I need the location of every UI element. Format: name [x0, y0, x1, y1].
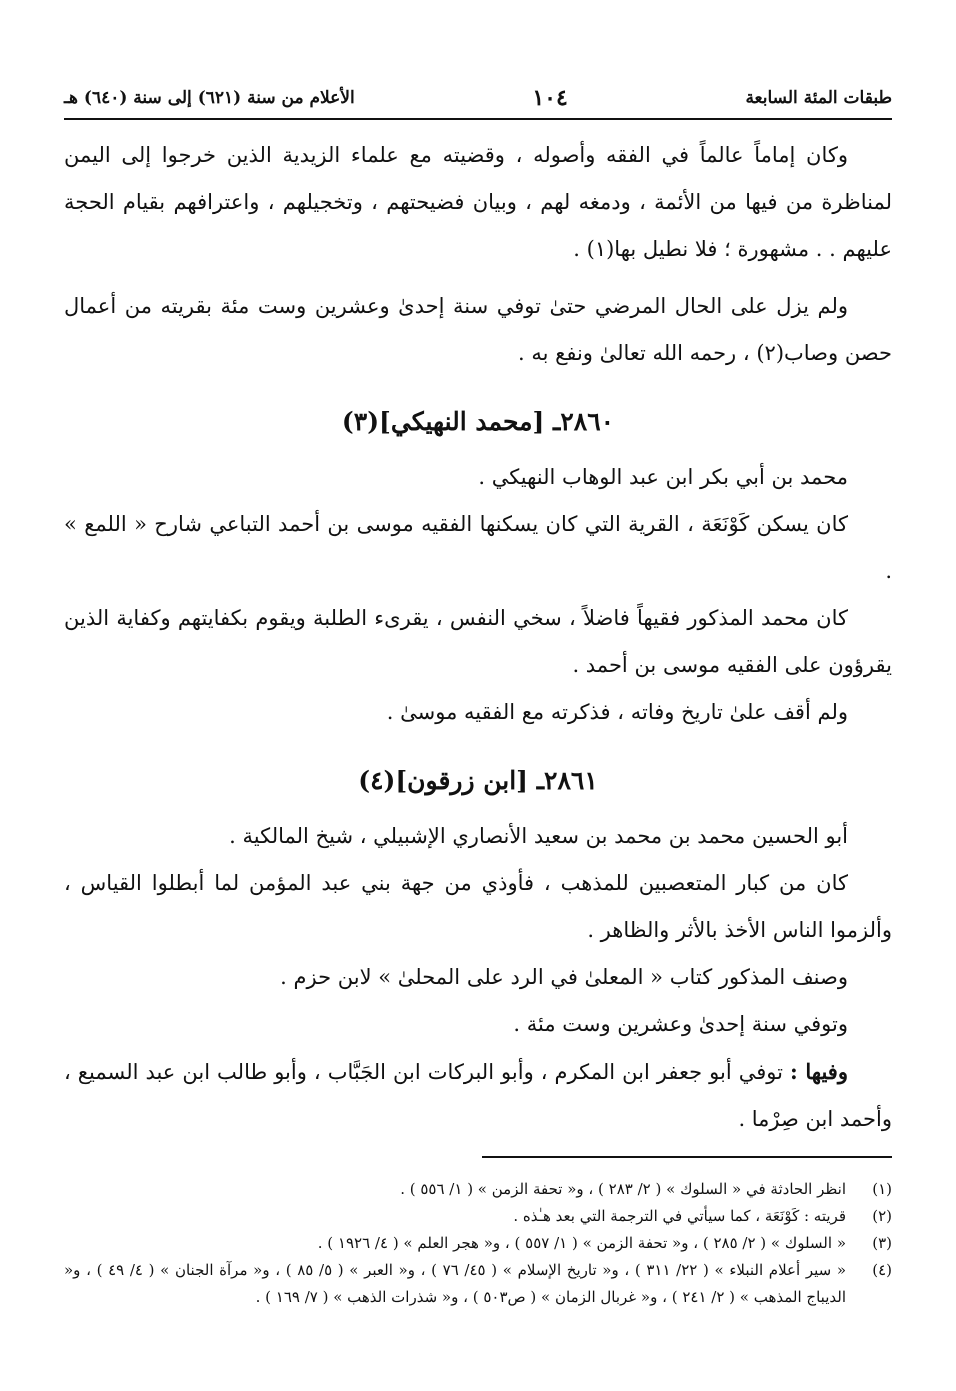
footnote-1	[64, 1176, 892, 1203]
entry-2861-paragraph-2: كان من كبار المتعصبين للمذهب ، فأوذي من جهة بني عبد المؤمن لما أبطلوا القياس ، وألزموا الناس الأخذ بالأثر والظاهر .	[64, 871, 892, 942]
entry-2860-paragraph-4: ولم أقف علىٰ تاريخ وفاته ، فذكرته مع الفقيه موسىٰ .	[386, 700, 848, 724]
entry-2861-heading: ٢٨٦١ـ [ابن زرقون](٤)	[358, 766, 598, 795]
footnotes	[64, 1176, 892, 1311]
main-text	[64, 132, 892, 1143]
entry-2861-paragraph-4: وتوفي سنة إحدىٰ وعشرين وست مئة .	[513, 1012, 848, 1036]
page-number: ١٠٤	[532, 85, 568, 111]
running-header	[64, 78, 892, 118]
header-left-title: الأعلام من سنة (٦٢١) إلى سنة (٦٤٠) هـ	[64, 88, 355, 108]
entry-2861-paragraph-1: أبو الحسين محمد بن محمد بن سعيد الأنصاري الإشبيلي ، شيخ المالكية .	[229, 824, 848, 848]
entry-2860-paragraph-2: كان يسكن كَوْنَعَة ، القرية التي كان يسكنها الفقيه موسى بن أحمد التباعي شارح « اللمع » .	[64, 512, 892, 583]
footnote-number: (٣)	[872, 1234, 892, 1252]
footnote-2	[64, 1203, 892, 1230]
footnote-rule	[482, 1156, 892, 1158]
footnote-number: (٤)	[872, 1261, 892, 1279]
footnote-text: « السلوك » ( ٢/ ٢٨٥ ) ، و« تحفة الزمن » ( ١/ ٥٥٧ ) ، و« هجر العلم » ( ٤/ ١٩٢٦ ) .	[317, 1234, 846, 1252]
footnote-text: « سير أعلام النبلاء » ( ٢٢/ ٣١١ ) ، و« تاريخ الإسلام » ( ٤٥/ ٧٦ ) ، و« العبر » ( ٥/ ٨٥ ) ، و« مرآة الجنان » ( ٤/ ٤٩ ) ، و« الديباج المذهب » ( ٢/ ٢٤١ ) ، و« غربال الزمان » ( ص٥٠٣ ) ، و« شذرات الذهب » ( ٧/ ١٦٩ ) .	[64, 1261, 847, 1306]
footnote-number: (١)	[872, 1180, 892, 1198]
intro-paragraph-2: ولم يزل على الحال المرضي حتىٰ توفي سنة إحدىٰ وعشرين وست مئة بقريته من أعمال حصن وصاب(٢) ، رحمه الله تعالىٰ ونفع به .	[64, 294, 892, 365]
intro-paragraph-1: وكان إماماً عالماً في الفقه وأصوله ، وقضيته مع علماء الزيدية الذين خرجوا إلى اليمن لمناظرة من فيها من الأئمة ، ودمغه لهم ، وبيان فضيحتهم ، وتخجيلهم ، واعترافهم بقيام الحجة عليهم . . مشهورة ؛ فلا نطيل بها(١) .	[64, 143, 892, 261]
footnote-number: (٢)	[872, 1207, 892, 1225]
entry-2861-paragraph-5-text: توفي أبو جعفر ابن المكرم ، وأبو البركات ابن الجَبَّاب ، وأبو طالب ابن عبد السميع ، وأحمد ابن صِرْما .	[64, 1060, 892, 1131]
entry-2860-heading: ٢٨٦٠ـ [محمد النهيكي](٣)	[341, 407, 615, 436]
footnote-3	[64, 1230, 892, 1257]
footnote-4	[64, 1257, 892, 1311]
entry-2860-paragraph-1: محمد بن أبي بكر ابن عبد الوهاب النهيكي .	[478, 465, 848, 489]
footnote-text: قريته : كَوْنَعَة ، كما سيأتي في الترجمة التي بعد هـٰذه .	[513, 1207, 846, 1225]
entry-2861-paragraph-5	[64, 1048, 892, 1143]
header-right-title: طبقات المئة السابعة	[745, 88, 892, 108]
entry-2860-paragraph-3: كان محمد المذكور فقيهاً فاضلاً ، سخي النفس ، يقرىء الطلبة ويقوم بكفايتهم وكفاية الذين يقرؤون على الفقيه موسى بن أحمد .	[64, 606, 892, 677]
footnote-text: انظر الحادثة في « السلوك » ( ٢/ ٢٨٣ ) ، و« تحفة الزمن » ( ١/ ٥٥٦ ) .	[400, 1180, 846, 1198]
header-rule	[64, 118, 892, 120]
entry-2861-paragraph-3: وصنف المذكور كتاب « المعلىٰ في الرد على المحلىٰ » لابن حزم .	[280, 965, 848, 989]
bold-lead-fiha: وفيها :	[789, 1059, 848, 1084]
